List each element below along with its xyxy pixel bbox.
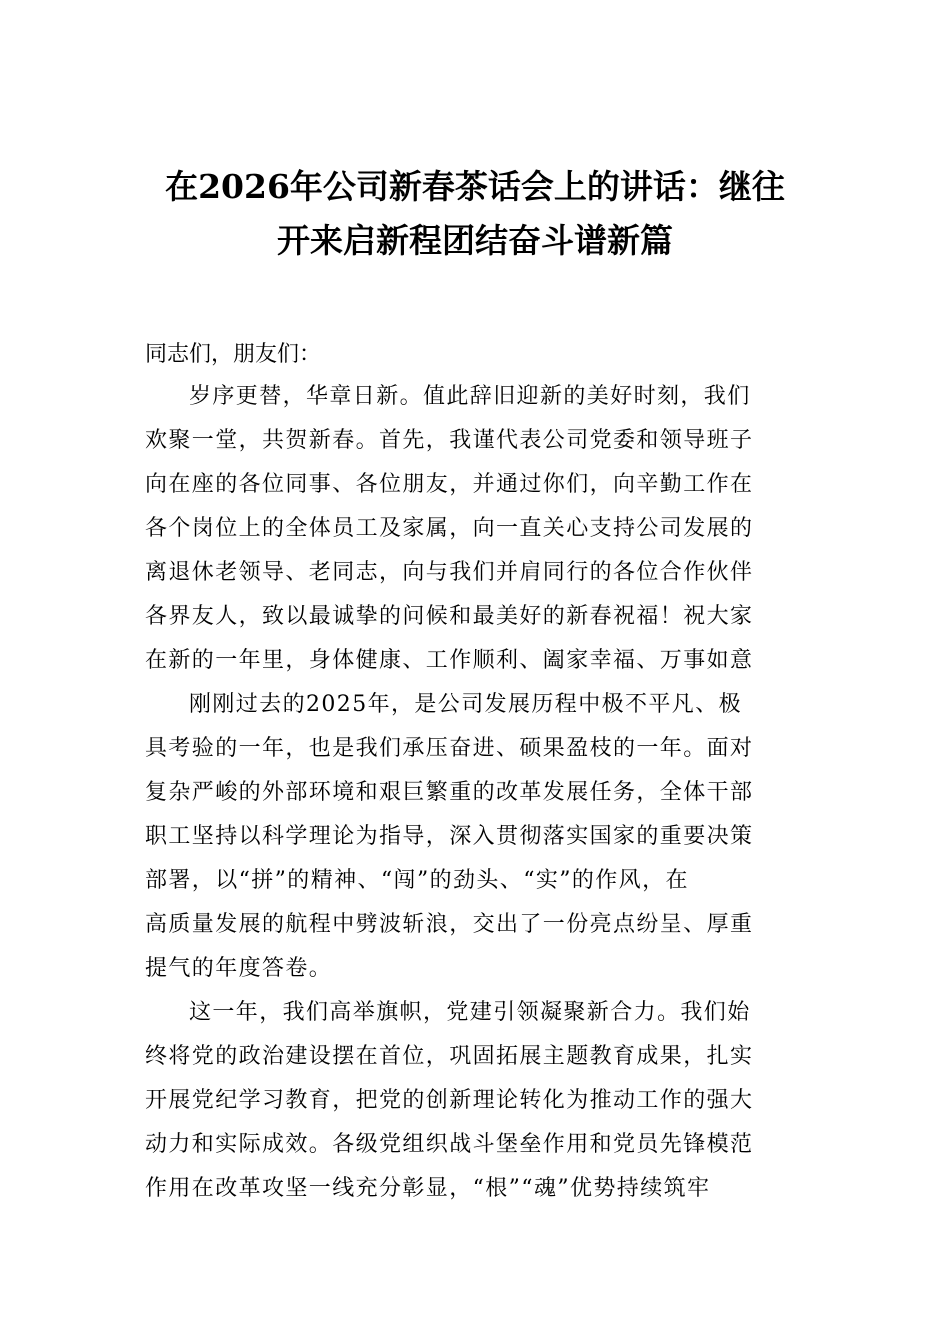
paragraph-party-building (145, 991, 810, 1211)
paragraph-line: 终将党的政治建设摆在首位，巩固拓展主题教育成果，扎实 (145, 1044, 754, 1069)
paragraph-review (145, 683, 810, 991)
paragraph-line: 提气的年度答卷。 (145, 956, 333, 981)
paragraph-line: 这一年，我们高举旗帜，党建引领凝聚新合力。我们始 (189, 1000, 751, 1025)
paragraph-line: 职工坚持以科学理论为指导，深入贯彻落实国家的重要决策 (145, 824, 754, 849)
paragraph-line: 部署，以“拼”的精神、“闯”的劲头、“实”的作风，在 (145, 868, 689, 893)
paragraph-line: 作用在改革攻坚一线充分彰显，“根”“魂”优势持续筑牢 (145, 1176, 711, 1201)
paragraph-opening (145, 375, 810, 683)
salutation: 同志们，朋友们： (145, 342, 322, 367)
paragraph-line: 复杂严峻的外部环境和艰巨繁重的改革发展任务，全体干部 (145, 780, 754, 805)
paragraph-line: 具考验的一年，也是我们承压奋进、硕果盈枝的一年。面对 (145, 736, 754, 761)
paragraph-line: 岁序更替，华章日新。值此辞旧迎新的美好时刻，我们 (189, 384, 751, 409)
title-line-2: 开来启新程团结奋斗谱新篇 (277, 221, 673, 260)
title-line-1: 在2026年公司新春茶话会上的讲话：继往 (165, 167, 785, 206)
paragraph-line: 动力和实际成效。各级党组织战斗堡垒作用和党员先锋模范 (145, 1132, 754, 1157)
document-title (145, 160, 805, 268)
paragraph-line: 开展党纪学习教育，把党的创新理论转化为推动工作的强大 (145, 1088, 754, 1113)
paragraph-line: 刚刚过去的2025年，是公司发展历程中极不平凡、极 (189, 692, 742, 717)
paragraph-line: 各界友人，致以最诚挚的问候和最美好的新春祝福！祝大家 (145, 604, 754, 629)
paragraph-line: 各个岗位上的全体员工及家属，向一直关心支持公司发展的 (145, 516, 754, 541)
paragraph-line: 向在座的各位同事、各位朋友，并通过你们，向辛勤工作在 (145, 472, 754, 497)
paragraph-line: 高质量发展的航程中劈波斩浪，交出了一份亮点纷呈、厚重 (145, 912, 754, 937)
paragraph-line: 在新的一年里，身体健康、工作顺利、阖家幸福、万事如意 (145, 648, 754, 673)
paragraph-line: 欢聚一堂，共贺新春。首先，我谨代表公司党委和领导班子 (145, 428, 754, 453)
document-body (145, 335, 810, 1211)
paragraph-line: 离退休老领导、老同志，向与我们并肩同行的各位合作伙伴 (145, 560, 754, 585)
